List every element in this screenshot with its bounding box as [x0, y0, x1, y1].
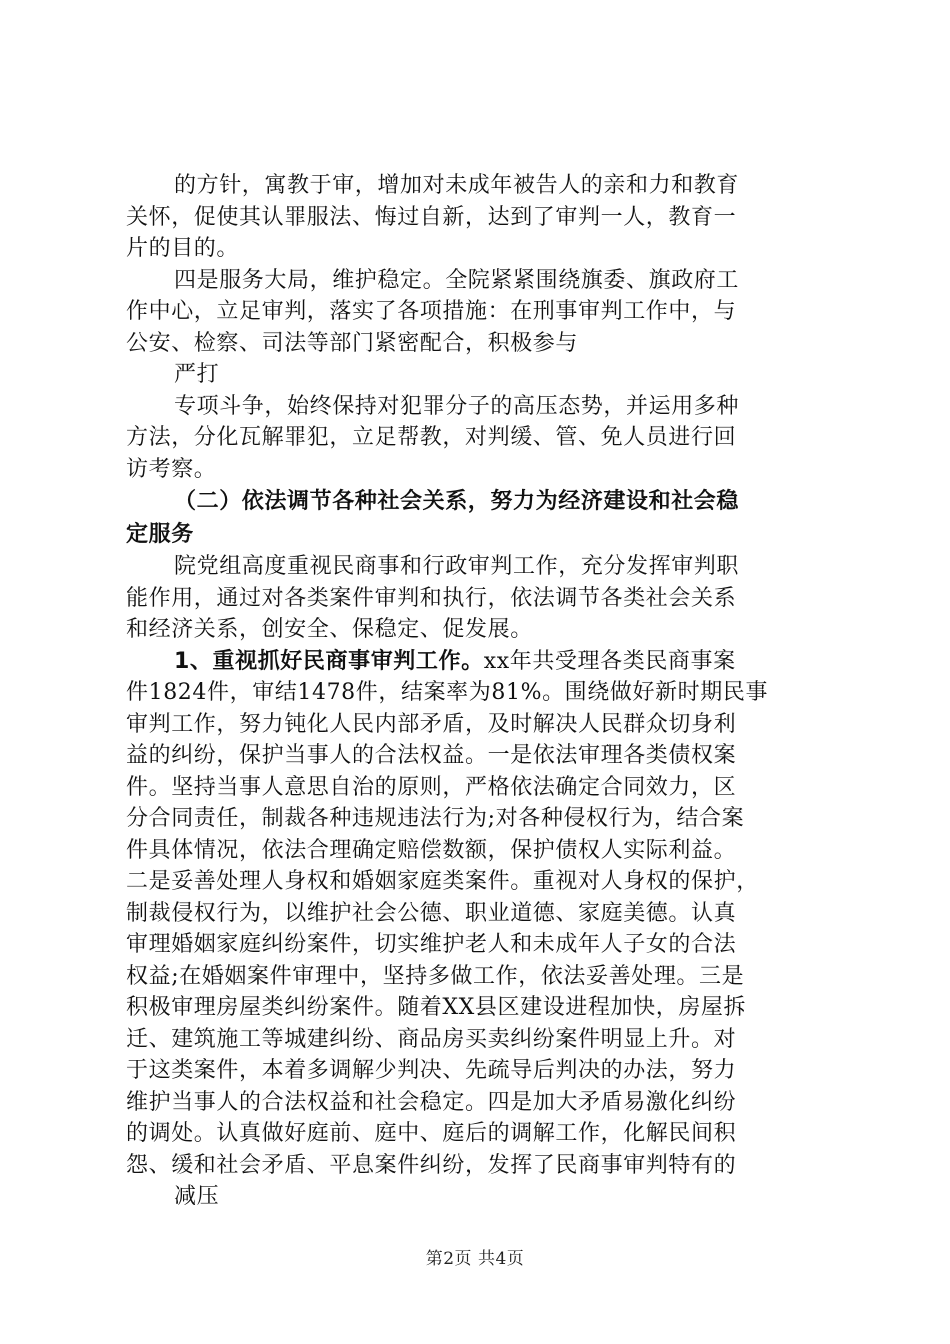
body-line: 院党组高度重视民商事和行政审判工作，充分发挥审判职 [174, 554, 740, 579]
body-line: 件。坚持当事人意思自治的原则，严格依法确定合同效力，区 [126, 774, 737, 800]
body-line: 积极审理房屋类纠纷案件。随着XX县区建设进程加快，房屋拆 [126, 995, 747, 1020]
section-heading: 定服务 [126, 522, 194, 547]
body-line: 制裁侵权行为，以维护社会公德、职业道德、家庭美德。认真 [126, 900, 737, 926]
body-line: 的方针，寓教于审，增加对未成年被告人的亲和力和教育 [174, 173, 740, 198]
page-number-footer: 第2页 共4页 [425, 1249, 525, 1269]
body-line: 作中心，立足审判，落实了各项措施：在刑事审判工作中，与 [126, 299, 737, 324]
body-line: 的调处。认真做好庭前、庭中、庭后的调解工作，化解民间积 [126, 1121, 737, 1146]
body-line: 公安、检察、司法等部门紧密配合，积极参与 [126, 330, 579, 356]
body-line: 迁、建筑施工等城建纠纷、商品房买卖纠纷案件明显上升。对 [126, 1026, 737, 1052]
subheading: 1、重视抓好民商事审判工作。 [174, 648, 484, 674]
body-line: 减压 [174, 1184, 220, 1209]
body-line: 件1824件，审结1478件，结案率为81%。围绕做好新时期民事 [126, 680, 769, 705]
document-body [126, 170, 826, 1213]
body-line: 审理婚姻家庭纠纷案件，切实维护老人和未成年人子女的合法 [126, 932, 737, 957]
body-line: 分合同责任，制裁各种违规违法行为;对各种侵权行为，结合案 [126, 806, 745, 831]
body-line: 关怀，促使其认罪服法、悔过自新，达到了审判一人，教育一 [126, 204, 737, 230]
body-line: 益的纠纷，保护当事人的合法权益。一是依法审理各类债权案 [126, 743, 737, 768]
body-line: 能作用，通过对各类案件审判和执行，依法调节各类社会关系 [126, 585, 737, 611]
body-line: 件具体情况，依法合理确定赔偿数额，保护债权人实际利益。 [126, 837, 737, 863]
body-line: 访考察。 [126, 456, 217, 482]
body-text: xx年共受理各类民商事案 [483, 648, 736, 674]
body-line: 于这类案件，本着多调解少判决、先疏导后判决的办法，努力 [126, 1058, 737, 1083]
section-heading: （二）依法调节各种社会关系，努力为经济建设和社会稳 [174, 489, 740, 514]
body-line: 片的目的。 [126, 236, 240, 261]
body-line: 审判工作，努力钝化人民内部矛盾，及时解决人民群众切身利 [126, 711, 737, 737]
body-line: 严打 [174, 362, 220, 387]
body-line: 四是服务大局，维护稳定。全院紧紧围绕旗委、旗政府工 [174, 267, 740, 293]
body-line [126, 646, 826, 678]
body-line: 方法，分化瓦解罪犯，立足帮教，对判缓、管、免人员进行回 [126, 425, 737, 450]
body-line: 怨、缓和社会矛盾、平息案件纠纷，发挥了民商事审判特有的 [126, 1152, 737, 1178]
body-line: 维护当事人的合法权益和社会稳定。四是加大矛盾易激化纠纷 [126, 1089, 737, 1115]
body-line: 权益;在婚姻案件审理中，坚持多做工作，依法妥善处理。三是 [126, 963, 745, 989]
body-line: 二是妥善处理人身权和婚姻家庭类案件。重视对人身权的保护， [126, 869, 759, 894]
body-line: 和经济关系，创安全、保稳定、促发展。 [126, 617, 533, 642]
body-line: 专项斗争，始终保持对犯罪分子的高压态势，并运用多种 [174, 393, 740, 419]
